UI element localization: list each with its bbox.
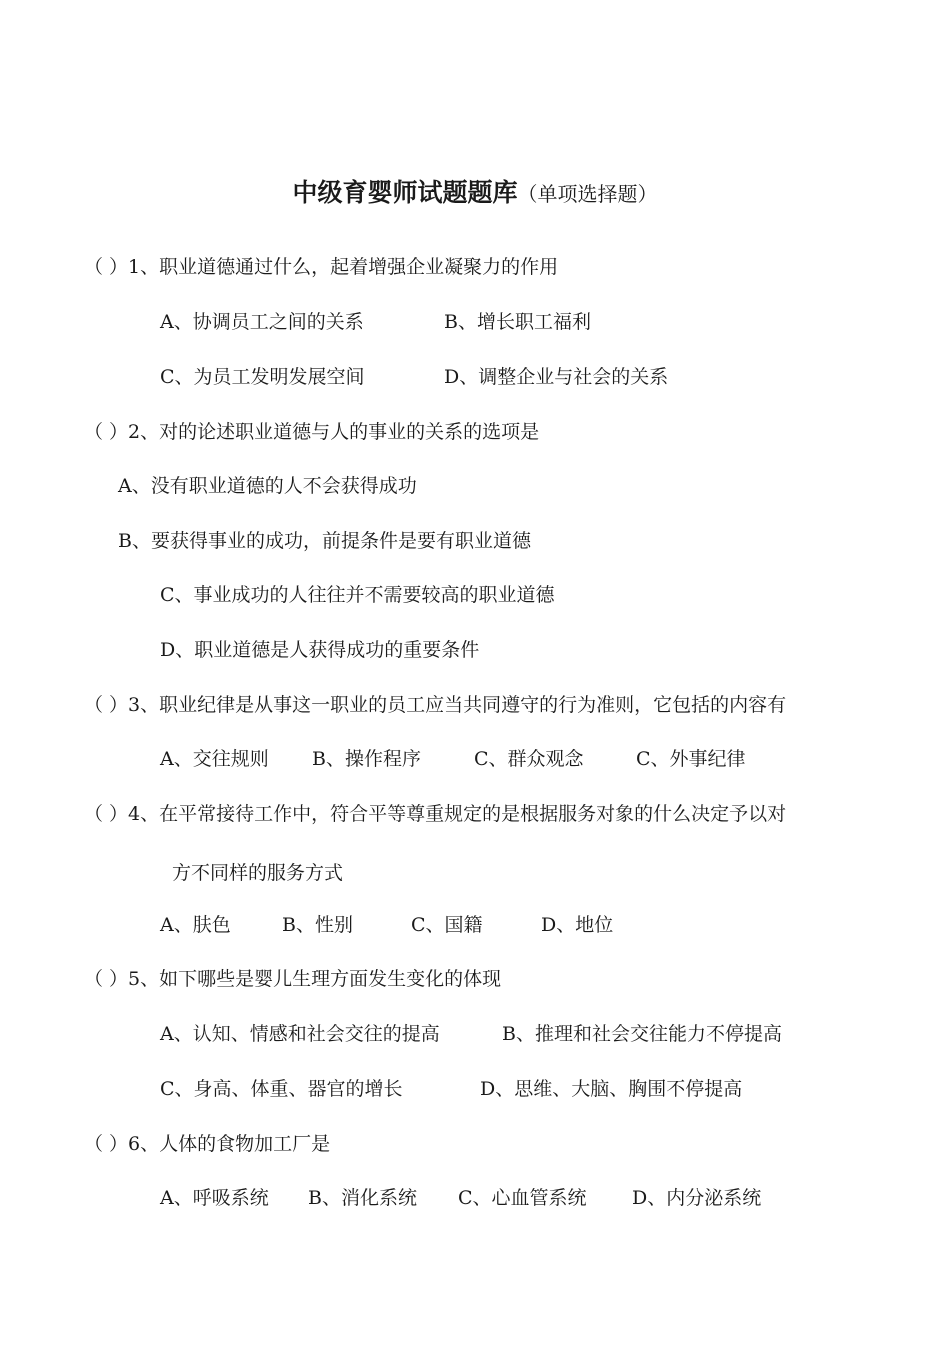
question-3-option-d: C、外事纪律 bbox=[636, 748, 746, 770]
question-5-option-a: A、认知、情感和社会交往的提高 bbox=[160, 1023, 440, 1045]
question-4-stem: （ ）4、在平常接待工作中，符合平等尊重规定的是根据服务对象的什么决定予以对 bbox=[84, 803, 787, 825]
question-2-option-c: C、事业成功的人往往并不需要较高的职业道德 bbox=[160, 584, 555, 606]
question-1-option-d: D、调整企业与社会的关系 bbox=[444, 366, 669, 388]
question-3-option-a: A、交往规则 bbox=[160, 748, 269, 770]
question-4-option-d: D、地位 bbox=[541, 914, 614, 936]
question-3-option-b: B、操作程序 bbox=[312, 748, 421, 770]
question-6-option-a: A、呼吸系统 bbox=[160, 1187, 269, 1209]
page-title bbox=[0, 175, 950, 212]
title-main: 中级育婴师试题题库 bbox=[292, 178, 518, 207]
question-5-option-b: B、推理和社会交往能力不停提高 bbox=[502, 1023, 782, 1045]
question-4-option-c: C、国籍 bbox=[411, 914, 483, 936]
question-2-option-a: A、没有职业道德的人不会获得成功 bbox=[118, 475, 417, 497]
question-4-option-b: B、性别 bbox=[282, 914, 353, 936]
question-6-option-d: D、内分泌系统 bbox=[632, 1187, 762, 1209]
question-1-option-b: B、增长职工福利 bbox=[444, 311, 591, 333]
question-5-option-d: D、思维、大脑、胸围不停提高 bbox=[480, 1078, 743, 1100]
question-2-option-b: B、要获得事业的成功，前提条件是要有职业道德 bbox=[118, 530, 531, 552]
question-6-option-b: B、消化系统 bbox=[308, 1187, 417, 1209]
question-3-stem: （ ）3、职业纪律是从事这一职业的员工应当共同遵守的行为准则，它包括的内容有 bbox=[84, 694, 787, 716]
question-4-stem-continued: 方不同样的服务方式 bbox=[172, 862, 344, 884]
question-5-stem: （ ）5、如下哪些是婴儿生理方面发生变化的体现 bbox=[84, 968, 502, 990]
question-2-stem: （ ）2、对的论述职业道德与人的事业的关系的选项是 bbox=[84, 421, 540, 443]
question-3-option-c: C、群众观念 bbox=[474, 748, 584, 770]
question-4-option-a: A、肤色 bbox=[160, 914, 231, 936]
question-6-option-c: C、心血管系统 bbox=[458, 1187, 587, 1209]
question-1-stem: （ ）1、职业道德通过什么，起着增强企业凝聚力的作用 bbox=[84, 256, 559, 278]
question-1-option-c: C、为员工发明发展空间 bbox=[160, 366, 365, 388]
question-5-option-c: C、身高、体重、器官的增长 bbox=[160, 1078, 403, 1100]
question-6-stem: （ ）6、人体的食物加工厂是 bbox=[84, 1133, 331, 1155]
question-2-option-d: D、职业道德是人获得成功的重要条件 bbox=[160, 639, 480, 661]
title-sub: （单项选择题） bbox=[517, 182, 658, 206]
question-1-option-a: A、协调员工之间的关系 bbox=[160, 311, 364, 333]
